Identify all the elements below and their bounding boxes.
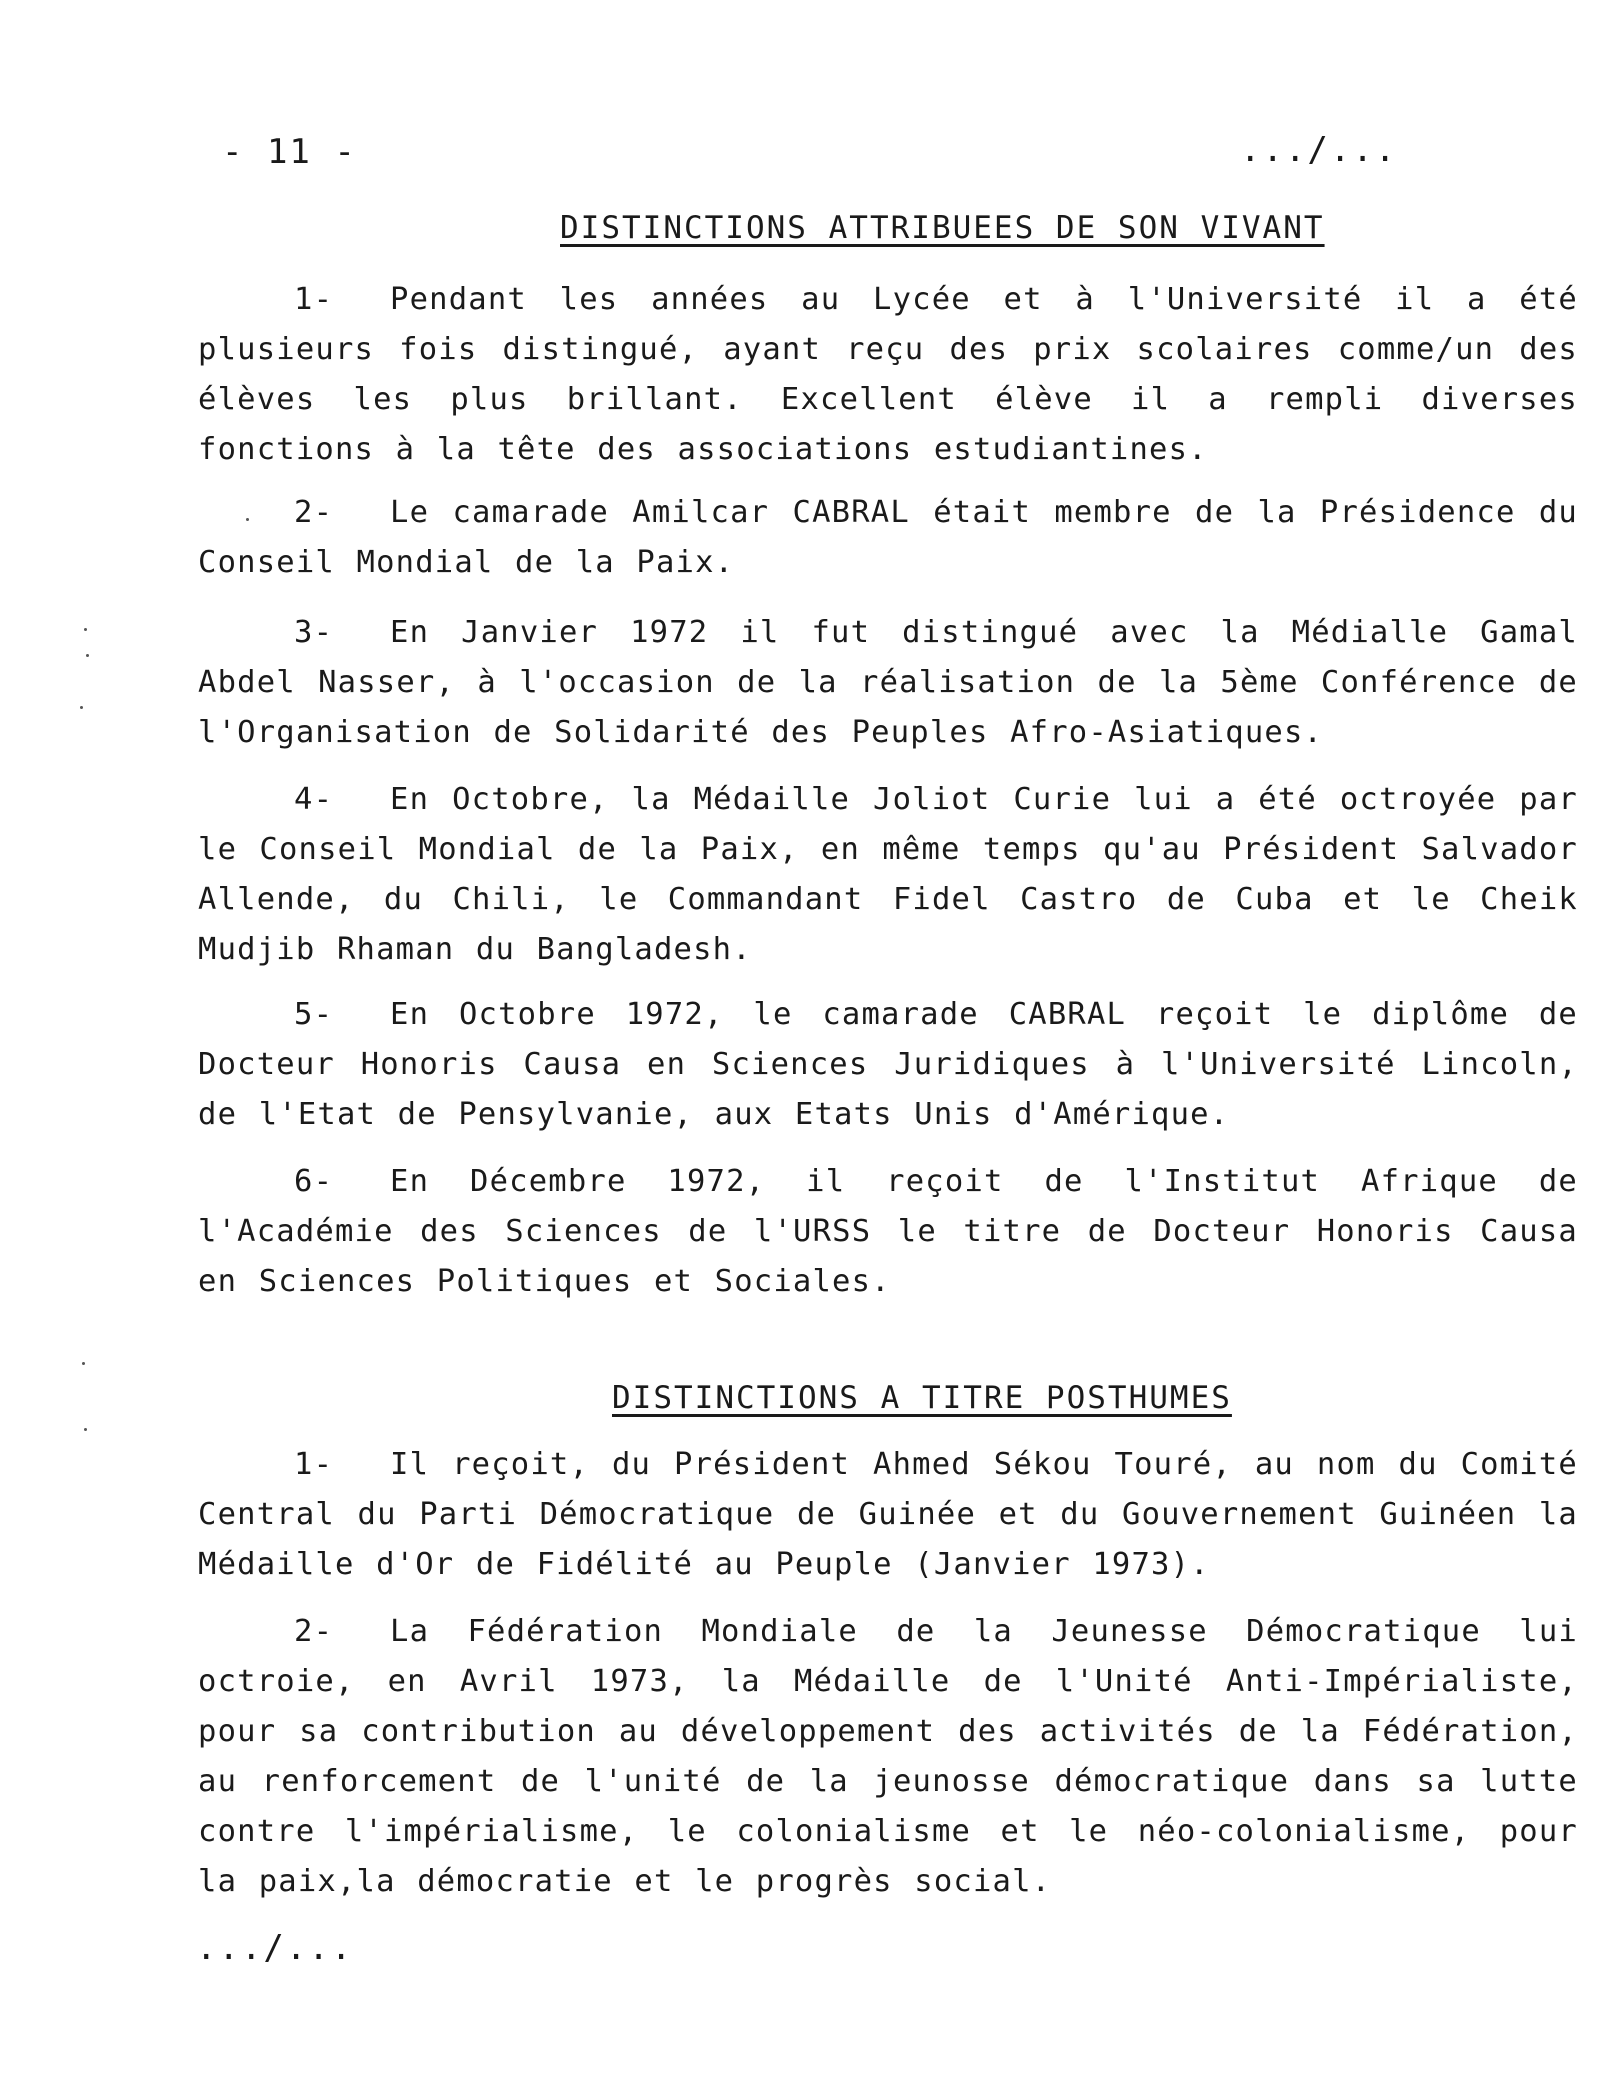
list-item — [198, 990, 1578, 1140]
scan-speck — [84, 628, 87, 631]
item-text: En Décembre 1972, il reçoit de l'Institut Afrique de l'Académie des Sciences de l'URSS le titre de Docteur Honoris Causa en Sciences Politiques et Sociales. — [198, 1164, 1578, 1299]
list-item — [198, 608, 1578, 758]
section-title-lifetime: DISTINCTIONS ATTRIBUEES DE SON VIVANT — [560, 210, 1325, 246]
item-text: La Fédération Mondiale de la Jeunesse Démocratique lui octroie, en Avril 1973, la Médaille de l'Unité Anti-Impérialiste, pour sa contribution au développement des activités de la Fédération, au renforcement de l'unité de la jeunosse démocratique dans sa lutte contre l'impérialisme, le colonialisme et le néo-colonialisme, pour la paix,la démocratie et le progrès social. — [198, 1614, 1578, 1899]
item-text: En Octobre, la Médaille Joliot Curie lui a été octroyée par le Conseil Mondial de la Paix, en même temps qu'au Président Salvador Allende, du Chili, le Commandant Fidel Castro de Cuba et le Cheik Mudjib Rhaman du Bangladesh. — [198, 782, 1578, 967]
item-text: Pendant les années au Lycée et à l'Université il a été plusieurs fois distingué, ayant reçu des prix scolaires comme/un des élèves les plus brillant. Excellent élève il a rempli diverses fonctions à la tête des associations estudiantines. — [198, 282, 1578, 467]
list-item — [198, 775, 1578, 975]
item-text: Le camarade Amilcar CABRAL était membre de la Présidence du Conseil Mondial de la Paix. — [198, 495, 1578, 580]
item-text: En Octobre 1972, le camarade CABRAL reçoit le diplôme de Docteur Honoris Causa en Sciences Juridiques à l'Université Lincoln, de l'Etat de Pensylvanie, aux Etats Unis d'Amérique. — [198, 997, 1578, 1132]
item-number: 1- — [294, 1447, 334, 1482]
list-item — [198, 1157, 1578, 1307]
item-number: 5- — [294, 997, 334, 1032]
item-number: 1- — [294, 282, 334, 317]
scan-speck — [246, 518, 249, 521]
item-text: En Janvier 1972 il fut distingué avec la Médialle Gamal Abdel Nasser, à l'occasion de la réalisation de la 5ème Conférence de l'Organisation de Solidarité des Peuples Afro-Asiatiques. — [198, 615, 1578, 750]
scan-speck — [82, 1362, 85, 1365]
item-number: 6- — [294, 1164, 334, 1199]
item-number: 2- — [294, 495, 334, 530]
item-number: 4- — [294, 782, 334, 817]
list-item — [198, 1607, 1578, 1907]
item-number: 3- — [294, 615, 334, 650]
section-title-posthumous: DISTINCTIONS A TITRE POSTHUMES — [612, 1380, 1232, 1416]
list-item — [198, 1440, 1578, 1590]
scan-speck — [84, 1428, 87, 1431]
item-number: 2- — [294, 1614, 334, 1649]
footer-continuation-mark: .../... — [196, 1928, 354, 1968]
page-number: - 11 - — [222, 132, 357, 172]
scan-speck — [80, 706, 83, 709]
scan-speck — [86, 654, 89, 657]
list-item — [198, 488, 1578, 588]
header-continuation-mark: .../... — [1240, 130, 1398, 170]
list-item — [198, 275, 1578, 475]
item-text: Il reçoit, du Président Ahmed Sékou Touré, au nom du Comité Central du Parti Démocratique de Guinée et du Gouvernement Guinéen la Médaille d'Or de Fidélité au Peuple (Janvier 1973). — [198, 1447, 1578, 1582]
